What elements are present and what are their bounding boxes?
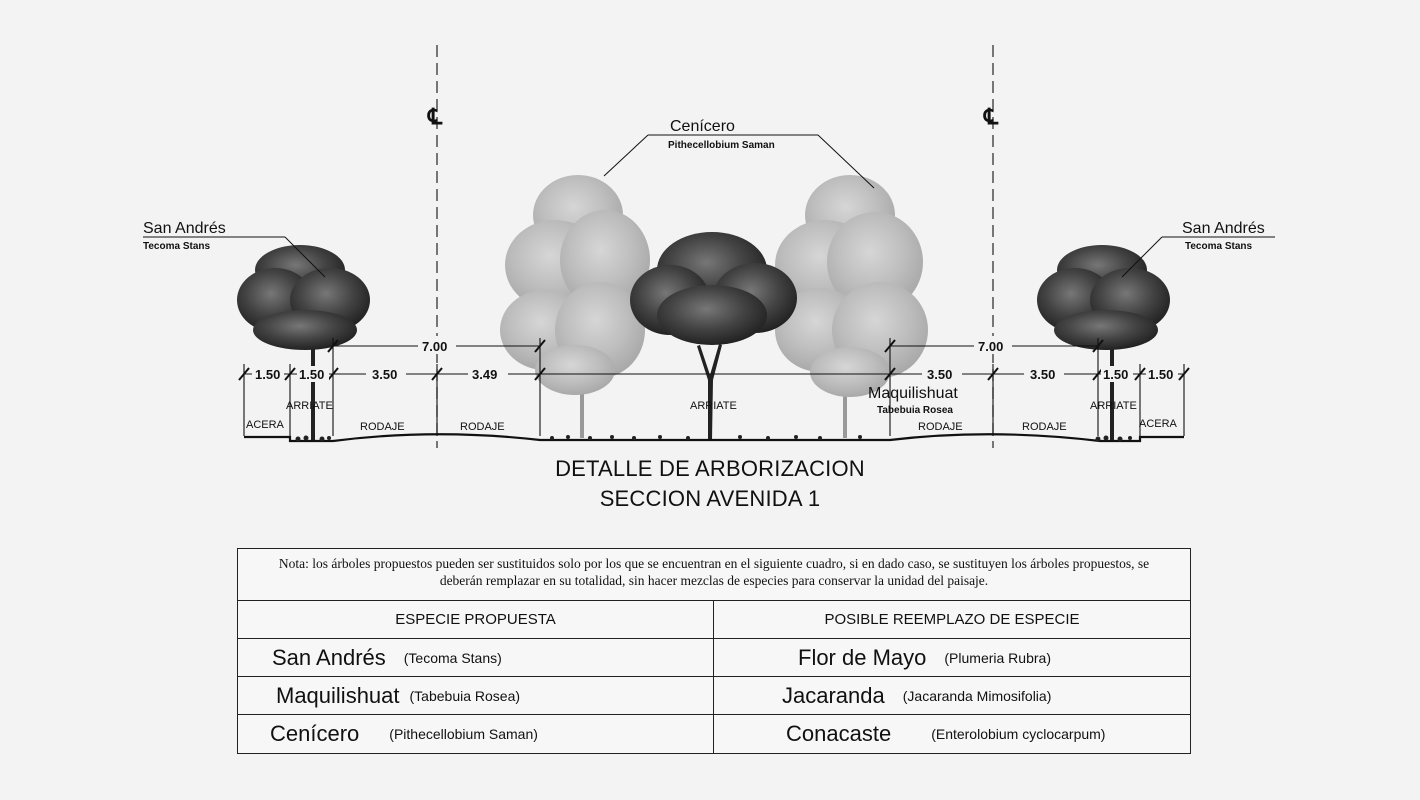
callout-maquilishuat [868, 385, 958, 416]
replacement-scientific-name: (Plumeria Rubra) [944, 649, 1051, 666]
proposed-common-name: Maquilishuat [276, 682, 400, 708]
svg-text:Tecoma Stans: Tecoma Stans [1185, 241, 1253, 252]
proposed-common-name: San Andrés [272, 644, 386, 670]
header-replacement: POSIBLE REEMPLAZO DE ESPECIE [824, 611, 1080, 628]
replacement-common-name: Conacaste [786, 721, 892, 746]
drawing-subtitle: SECCION AVENIDA 1 [599, 486, 821, 511]
replacement-scientific-name: (Enterolobium cyclocarpum) [931, 726, 1106, 742]
table-note: Nota: los árboles propuestos pueden ser sustituidos solo por los que se encuentran en el siguiente cuadro, si en dado caso, se sustituyen los árboles propuestos, se deberán remplazar en su totalidad, sin hacer mezclas de especies para conservar la unidad del paisaje. [238, 549, 1190, 601]
species-table [237, 548, 1191, 754]
svg-text:3.50: 3.50 [927, 367, 953, 382]
svg-text:ARRIATE: ARRIATE [286, 400, 333, 412]
svg-text:ARRIATE: ARRIATE [690, 400, 737, 412]
svg-text:RODAJE: RODAJE [460, 421, 505, 433]
svg-text:Maquilishuat: Maquilishuat [868, 385, 958, 402]
replacement-common-name: Flor de Mayo [798, 644, 927, 670]
svg-text:Tabebuia Rosea: Tabebuia Rosea [877, 405, 953, 416]
centerline-mark-right: ℄ [984, 104, 999, 129]
svg-text:RODAJE: RODAJE [918, 421, 963, 433]
svg-text:San Andrés: San Andrés [143, 220, 226, 237]
centerline-mark-left: ℄ [428, 104, 443, 129]
dim-top-right: 7.00 [978, 339, 1004, 354]
svg-text:1.50: 1.50 [1103, 367, 1129, 382]
header-proposed: ESPECIE PROPUESTA [238, 601, 714, 638]
table-row [238, 639, 1190, 677]
callout-cenicero [604, 118, 874, 188]
replacement-cell [714, 639, 1190, 676]
svg-text:RODAJE: RODAJE [1022, 421, 1067, 433]
table-row [238, 677, 1190, 715]
proposed-scientific-name: (Pithecellobium Saman) [389, 726, 538, 742]
svg-text:RODAJE: RODAJE [360, 421, 405, 433]
proposed-scientific-name: (Tabebuia Rosea) [409, 687, 521, 704]
drawing-title: DETALLE DE ARBORIZACION [555, 456, 865, 481]
svg-text:San Andrés: San Andrés [1182, 220, 1265, 237]
ground-line [244, 434, 1184, 441]
proposed-scientific-name: (Tecoma Stans) [403, 649, 502, 666]
svg-text:ACERA: ACERA [1139, 418, 1177, 430]
svg-text:1.50: 1.50 [255, 367, 281, 382]
svg-text:1.50: 1.50 [1148, 367, 1174, 382]
proposed-cell [238, 715, 714, 753]
svg-text:3.49: 3.49 [472, 367, 498, 382]
proposed-common-name: Cenícero [270, 721, 360, 746]
replacement-cell [714, 715, 1190, 753]
replacement-common-name: Jacaranda [782, 682, 885, 708]
svg-text:3.50: 3.50 [372, 367, 398, 382]
cenicero-tree-left [500, 175, 650, 438]
replacement-scientific-name: (Jacaranda Mimosifolia) [902, 687, 1052, 704]
proposed-cell [238, 677, 714, 714]
replacement-cell [714, 677, 1190, 714]
dim-top-left: 7.00 [422, 339, 448, 354]
table-header-row [238, 601, 1190, 639]
svg-text:3.50: 3.50 [1030, 367, 1056, 382]
table-row [238, 715, 1190, 753]
svg-text:ARRIATE: ARRIATE [1090, 400, 1137, 412]
svg-text:ACERA: ACERA [246, 419, 284, 431]
svg-text:Cenícero: Cenícero [670, 118, 735, 135]
svg-text:Pithecellobium Saman: Pithecellobium Saman [668, 140, 775, 151]
proposed-cell [238, 639, 714, 676]
svg-text:1.50: 1.50 [299, 367, 325, 382]
svg-text:Tecoma Stans: Tecoma Stans [143, 241, 211, 252]
